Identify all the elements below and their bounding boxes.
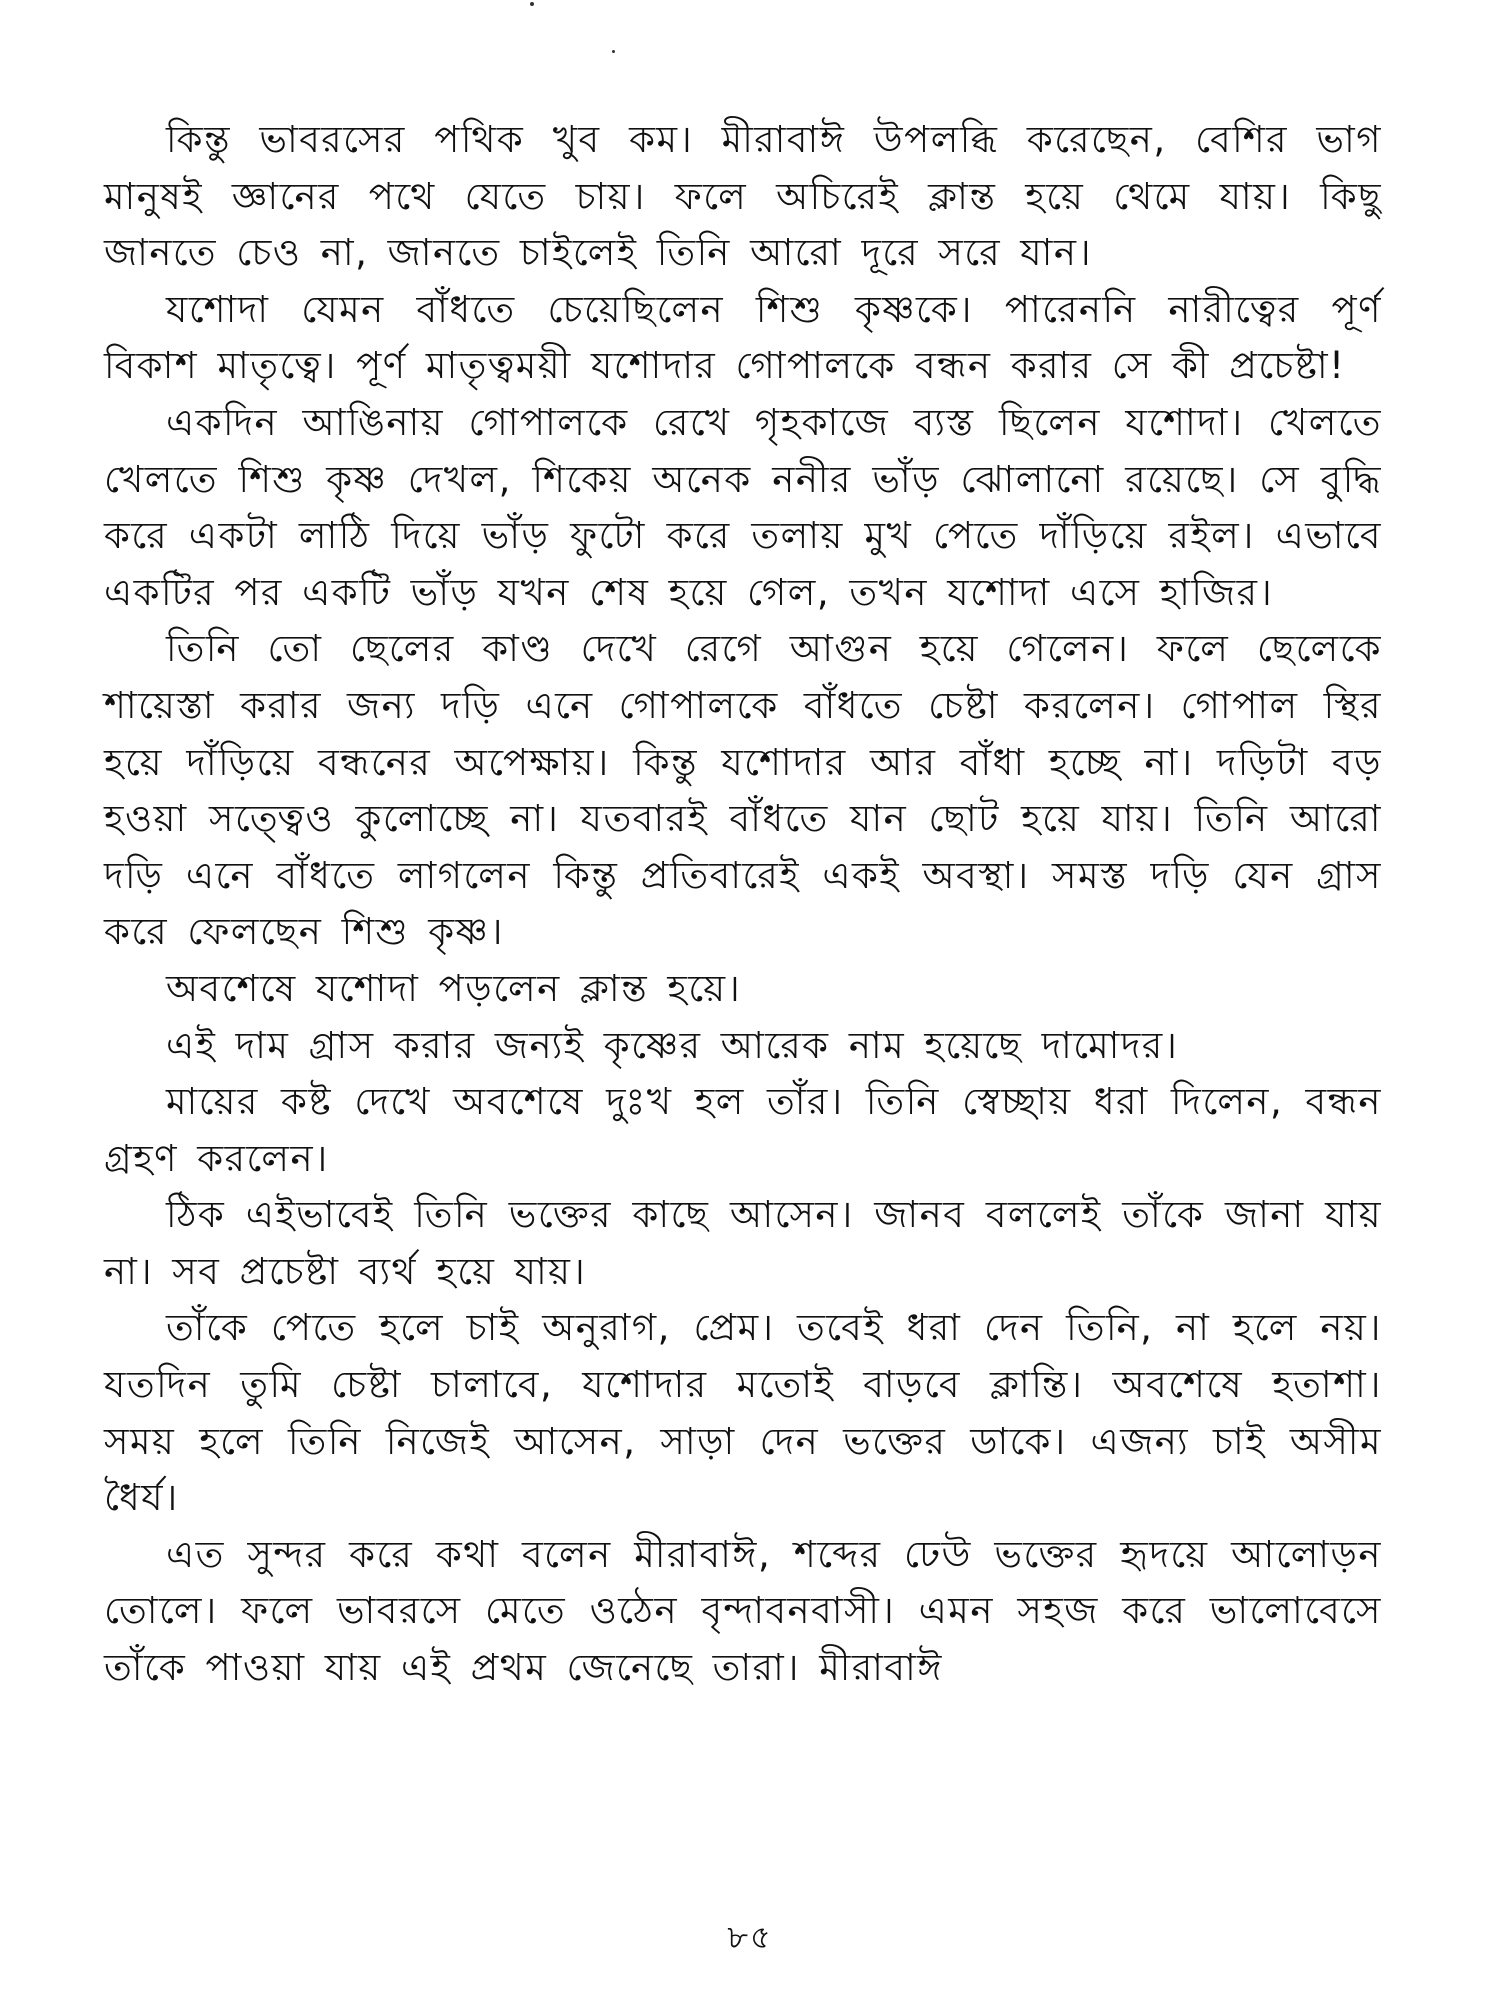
- paragraph-6: এই দাম গ্রাস করার জন্যই কৃষ্ণের আরেক নাম হয়েছে দামোদর।: [166, 1023, 1179, 1067]
- paragraph-7: মায়ের কষ্ট দেখে অবশেষে দুঃখ হল তাঁর। তিনি স্বেচ্ছায় ধরা দিলেন, বন্ধন গ্রহণ করলেন।: [104, 1080, 1382, 1180]
- paragraph-2: যশোদা যেমন বাঁধতে চেয়েছিলেন শিশু কৃষ্ণকে। পারেননি নারীত্বের পূর্ণ বিকাশ মাতৃত্বে। পূর্ণ মাতৃত্বময়ী যশোদার গোপালকে বন্ধন করার সে কী প্রচেষ্টা!: [104, 287, 1382, 388]
- print-speck: [530, 2, 534, 6]
- paragraph-3: একদিন আঙিনায় গোপালকে রেখে গৃহকাজে ব্যস্ত ছিলেন যশোদা। খেলতে খেলতে শিশু কৃষ্ণ দেখল, শিকেয় অনেক ননীর ভাঁড় ঝোলানো রয়েছে। সে বুদ্ধি করে একটা লাঠি দিয়ে ভাঁড় ফুটো করে তলায় মুখ পেতে দাঁড়িয়ে রইল। এভাবে একটির পর একটি ভাঁড় যখন শেষ হয়ে গেল, তখন যশোদা এসে হাজির।: [104, 400, 1382, 614]
- paragraph-9: তাঁকে পেতে হলে চাই অনুরাগ, প্রেম। তবেই ধরা দেন তিনি, না হলে নয়। যতদিন তুমি চেষ্টা চালাবে, যশোদার মতোই বাড়বে ক্লান্তি। অবশেষে হতাশা। সময় হলে তিনি নিজেই আসেন, সাড়া দেন ভক্তের ডাকে। এজন্য চাই অসীম ধৈর্য।: [104, 1306, 1382, 1520]
- paragraph-5: অবশেষে যশোদা পড়লেন ক্লান্ত হয়ে।: [166, 966, 742, 1010]
- paragraph-10: এত সুন্দর করে কথা বলেন মীরাবাঈ, শব্দের ঢেউ ভক্তের হৃদয়ে আলোড়ন তোলে। ফলে ভাবরসে মেতে ওঠেন বৃন্দাবনবাসী। এমন সহজ করে ভালোবেসে তাঁকে পাওয়া যায় এই প্রথম জেনেছে তারা। মীরাবাঈ: [104, 1532, 1382, 1690]
- paragraph-8: ঠিক এইভাবেই তিনি ভক্তের কাছে আসেন। জানব বললেই তাঁকে জানা যায় না। সব প্রচেষ্টা ব্যর্থ হয়ে যায়।: [104, 1193, 1382, 1293]
- paragraph-1: কিন্তু ভাবরসের পথিক খুব কম। মীরাবাঈ উপলব্ধি করেছেন, বেশির ভাগ মানুষই জ্ঞানের পথে যেতে চায়। ফলে অচিরেই ক্লান্ত হয়ে থেমে যায়। কিছু জানতে চেও না, জানতে চাইলেই তিনি আরো দূরে সরে যান।: [104, 118, 1382, 275]
- paragraph-4: তিনি তো ছেলের কাণ্ড দেখে রেগে আগুন হয়ে গেলেন। ফলে ছেলেকে শায়েস্তা করার জন্য দড়ি এনে গোপালকে বাঁধতে চেষ্টা করলেন। গোপাল স্থির হয়ে দাঁড়িয়ে বন্ধনের অপেক্ষায়। কিন্তু যশোদার আর বাঁধা হচ্ছে না। দড়িটা বড় হওয়া সত্ত্বেও কুলোচ্ছে না। যতবারই বাঁধতে যান ছোট হয়ে যায়। তিনি আরো দড়ি এনে বাঁধতে লাগলেন কিন্তু প্রতিবারেই একই অবস্থা। সমস্ত দড়ি যেন গ্রাস করে ফেলছেন শিশু কৃষ্ণ।: [104, 627, 1382, 954]
- page-body: [104, 112, 1382, 1697]
- page-number: ৮৫: [727, 1918, 773, 1956]
- print-speck: [612, 50, 615, 53]
